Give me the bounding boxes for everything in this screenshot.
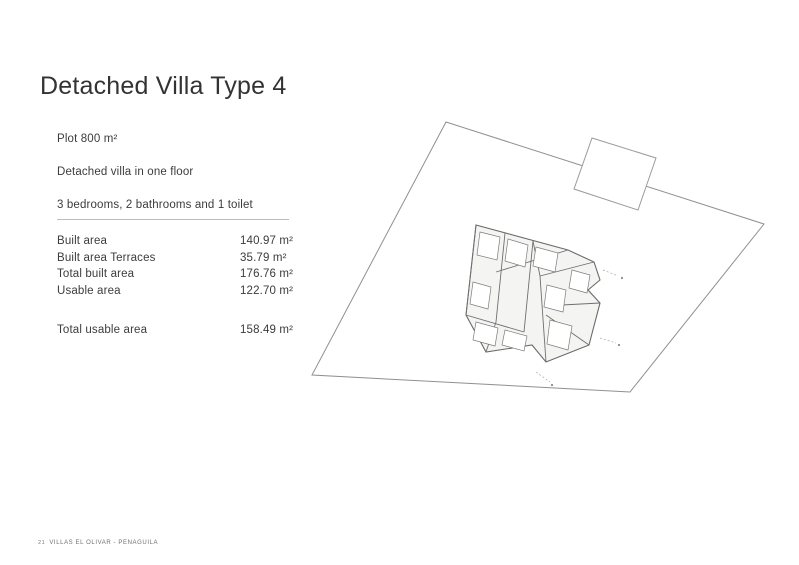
area-value: 122.70 m² (240, 284, 294, 297)
divider (57, 219, 289, 220)
area-value: 140.97 m² (240, 235, 294, 247)
area-value: 176.76 m² (240, 268, 294, 280)
table-row (57, 233, 307, 250)
page-title: Detached Villa Type 4 (40, 72, 287, 100)
area-label: Total built area (57, 268, 135, 280)
area-value: 35.79 m² (240, 251, 287, 264)
areas-table (57, 233, 307, 339)
site-plan-drawing (300, 100, 790, 500)
total-label: Total usable area (57, 324, 148, 336)
page-number: 21 (38, 540, 46, 546)
room-summary: 3 bedrooms, 2 bathrooms and 1 toilet (57, 199, 253, 211)
total-value: 158.49 m² (240, 324, 294, 336)
area-label: Built area Terraces (57, 251, 156, 264)
area-label: Usable area (57, 284, 121, 297)
total-usable-area-row (57, 322, 307, 339)
plot-size: Plot 800 m² (57, 133, 118, 145)
footer-text: VILLAS EL OLIVAR - PENAGUILA (49, 540, 159, 546)
table-row (57, 266, 307, 283)
area-label: Built area (57, 235, 108, 247)
villa-description: Detached villa in one floor (57, 166, 194, 178)
table-row (57, 283, 307, 300)
footer (38, 540, 158, 546)
table-row (57, 250, 307, 267)
